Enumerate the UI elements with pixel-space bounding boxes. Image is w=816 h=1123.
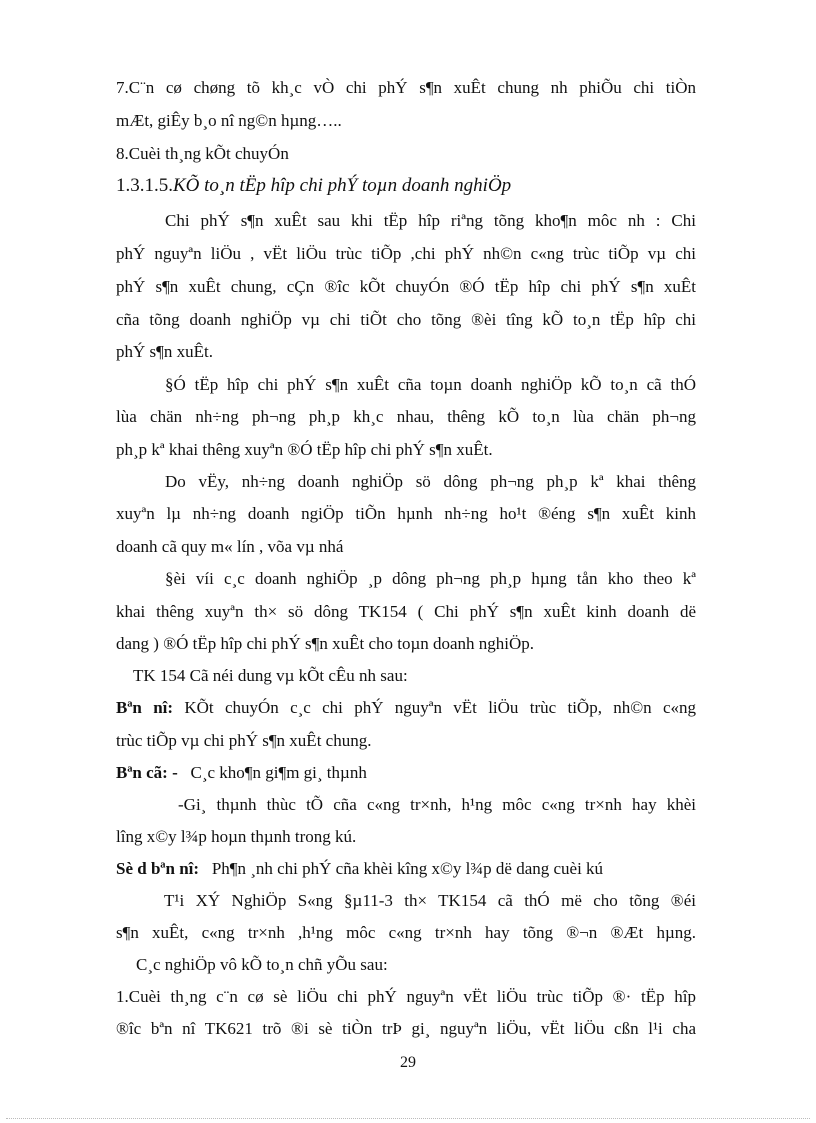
text-line: TK 154 Cã néi dung vµ kÕt cÊu nh sau: bbox=[133, 666, 408, 685]
section-number: 1.3.1.5. bbox=[116, 175, 173, 196]
text-line: C¸c nghiÖp vô kÕ to¸n chñ yÕu sau: bbox=[136, 955, 388, 974]
text-line: phÝ s¶n xuÊt. bbox=[116, 342, 213, 361]
text-span: C¸c kho¶n gi¶m gi¸ thµnh bbox=[190, 763, 367, 782]
text-line: T¹i XÝ NghiÖp S«ng §µ11-3 th× TK154 cã thÓ më cho tõng ®éi bbox=[164, 891, 696, 910]
text-line: dang ) ®Ó tËp hîp chi phÝ s¶n xuÊt cho toµn doanh nghiÖp. bbox=[116, 634, 535, 653]
label-so-du: Sè d bªn nî: bbox=[116, 859, 200, 878]
section-title: KÕ to¸n tËp hîp chi phÝ toµn doanh nghiÖp bbox=[173, 175, 512, 196]
text-line: mÆt, giÊy b¸o nî ng©n hµng….. bbox=[116, 111, 342, 130]
label-ben-co: Bªn cã: - bbox=[116, 763, 178, 782]
text-line: lùa chän nh÷ng ph¬ng ph¸p kh¸c nhau, thêng kÕ to¸n lùa chän ph¬ng bbox=[116, 407, 696, 426]
text-line: Do vËy, nh÷ng doanh nghiÖp sö dông ph¬ng ph¸p kª khai thêng bbox=[165, 472, 696, 491]
page-bottom-border bbox=[6, 1118, 810, 1119]
text-line: ph¸p kª khai thêng xuyªn ®Ó tËp hîp chi phÝ s¶n xuÊt. bbox=[116, 440, 493, 459]
text-line: 8.Cuèi th¸ng kÕt chuyÓn bbox=[116, 144, 289, 163]
text-line: trùc tiÕp vµ chi phÝ s¶n xuÊt chung. bbox=[116, 731, 372, 750]
text-line: doanh cã quy m« lín , võa vµ nhá bbox=[116, 537, 344, 556]
text-line: khai thêng xuyªn th× sö dông TK154 ( Chi phÝ s¶n xuÊt kinh doanh dë bbox=[116, 602, 696, 621]
text-line: Chi phÝ s¶n xuÊt sau khi tËp hîp riªng tõng kho¶n môc nh : Chi bbox=[165, 211, 696, 230]
text-line: 7.C¨n cø chøng tõ kh¸c vÒ chi phÝ s¶n xuÊt chung nh phiÕu chi tiÒn bbox=[116, 78, 696, 97]
text-line: cña tõng doanh nghiÖp vµ chi tiÕt cho tõng ®èi tîng kÕ to¸n tËp hîp chi bbox=[116, 310, 696, 329]
text-span: Ph¶n ¸nh chi phÝ cña khèi kîng x©y l¾p dë dang cuèi kú bbox=[211, 859, 604, 878]
ledger-credit-line bbox=[116, 762, 367, 784]
text-span: KÕt chuyÓn c¸c chi phÝ nguyªn vËt liÖu trùc tiÕp, nh©n c«ng bbox=[184, 698, 697, 717]
text-line: lîng x©y l¾p hoµn thµnh trong kú. bbox=[116, 827, 357, 846]
text-line: ®îc bªn nî TK621 trõ ®i sè tiÒn trÞ gi¸ nguyªn liÖu, vËt liÖu cßn l¹i cha bbox=[116, 1019, 696, 1038]
text-line: -Gi¸ thµnh thùc tÕ cña c«ng tr×nh, h¹ng môc c«ng tr×nh hay khèi bbox=[178, 795, 696, 814]
text-line: §Ó tËp hîp chi phÝ s¶n xuÊt cña toµn doanh nghiÖp kÕ to¸n cã thÓ bbox=[165, 375, 696, 394]
text-line: xuyªn lµ nh÷ng doanh ngiÖp tiÕn hµnh nh÷ng ho¹t ®éng s¶n xuÊt kinh bbox=[116, 504, 696, 523]
text-line: §èi víi c¸c doanh nghiÖp ¸p dông ph¬ng ph¸p hµng tån kho theo kª bbox=[165, 569, 696, 588]
page-number: 29 bbox=[400, 1054, 416, 1071]
section-heading bbox=[116, 175, 511, 197]
text-line: phÝ nguyªn liÖu , vËt liÖu trùc tiÕp ,chi phÝ nh©n c«ng trùc tiÕp vµ chi bbox=[116, 244, 696, 263]
text-line: phÝ s¶n xuÊt chung, cÇn ®îc kÕt chuyÓn ®Ó tËp hîp chi phÝ s¶n xuÊt bbox=[116, 277, 696, 296]
ledger-balance-line bbox=[116, 858, 603, 880]
text-line: 1.Cuèi th¸ng c¨n cø sè liÖu chi phÝ nguyªn vËt liÖu trùc tiÕp ®· tËp hîp bbox=[116, 987, 696, 1006]
ledger-debit-line bbox=[116, 697, 696, 719]
label-ben-no: Bªn nî: bbox=[116, 698, 174, 717]
text-line: s¶n xuÊt, c«ng tr×nh ,h¹ng môc c«ng tr×nh hay tõng ®¬n ®Æt hµng. bbox=[116, 923, 696, 942]
